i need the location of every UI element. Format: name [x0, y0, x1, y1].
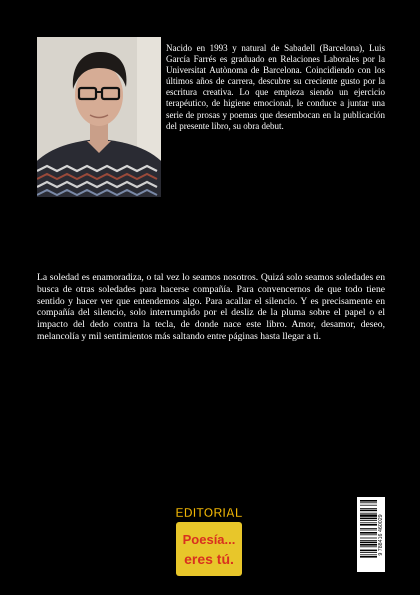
publisher-label: EDITORIAL [175, 506, 243, 520]
barcode-bars [360, 500, 377, 558]
author-photo [37, 37, 161, 197]
back-cover-blurb: La soledad es enamoradiza, o tal vez lo seamos nosotros. Quizá solo seamos soledades en busca de otras soledades para hacerse compañía. Para convencernos de que todo tiene sentido y hacer ver que entendemos algo. Para acallar el silencio. Y es precisamente en compañía del silencio, solo interrumpido por el desliz de la pluma sobre el papel o el impacto del dedo contra la tecla, de donde nace este libro. Amor, desamor, deseo, melancolía y mil sentimientos más saltando entre páginas hasta llegar a ti. [37, 272, 385, 342]
barcode-bar [360, 518, 377, 520]
author-bio: Nacido en 1993 y natural de Sabadell (Barcelona), Luis García Farrés es graduado en Relaciones Laborales por la Universitat Autònoma de Barcelona. Coincidiendo con los últimos años de carrera, descubre su creciente gusto por la escritura creativa. Lo que empieza siendo un ejercicio terapéutico, de higiene emocional, le conduce a juntar una serie de prosas y poemas que desembocan en la publicación del presente libro, su obra debut. [166, 43, 385, 131]
barcode-bar [360, 550, 377, 552]
barcode-bar [360, 505, 377, 506]
publisher-logo [174, 503, 244, 578]
barcode-bar [360, 552, 377, 553]
barcode-bar [360, 554, 377, 555]
barcode-bar [360, 508, 377, 509]
barcode-bar [360, 522, 377, 523]
barcode-bar [360, 500, 377, 502]
publisher-name-line1: Poesía... [182, 532, 236, 547]
barcode-bar [360, 514, 377, 516]
barcode-bar [360, 502, 377, 503]
barcode-bar [360, 513, 377, 514]
barcode-bar [360, 544, 377, 546]
barcode-bar [360, 538, 377, 539]
barcode-bar [360, 524, 377, 526]
author-portrait-photo [37, 37, 161, 197]
barcode-bar [360, 530, 377, 531]
barcode-bar [360, 556, 377, 558]
barcode-bar [360, 546, 377, 547]
barcode-bar [360, 528, 377, 529]
barcode-bar [360, 520, 377, 521]
barcode-bar [360, 540, 377, 541]
publisher-name-line2: eres tú. [184, 551, 234, 567]
barcode-bar [360, 542, 377, 544]
barcode-bar [360, 510, 377, 512]
barcode-number: 9 788416 460029 [378, 514, 384, 556]
isbn-barcode [357, 497, 385, 572]
barcode-bar [360, 532, 377, 534]
barcode-bar [360, 534, 377, 535]
